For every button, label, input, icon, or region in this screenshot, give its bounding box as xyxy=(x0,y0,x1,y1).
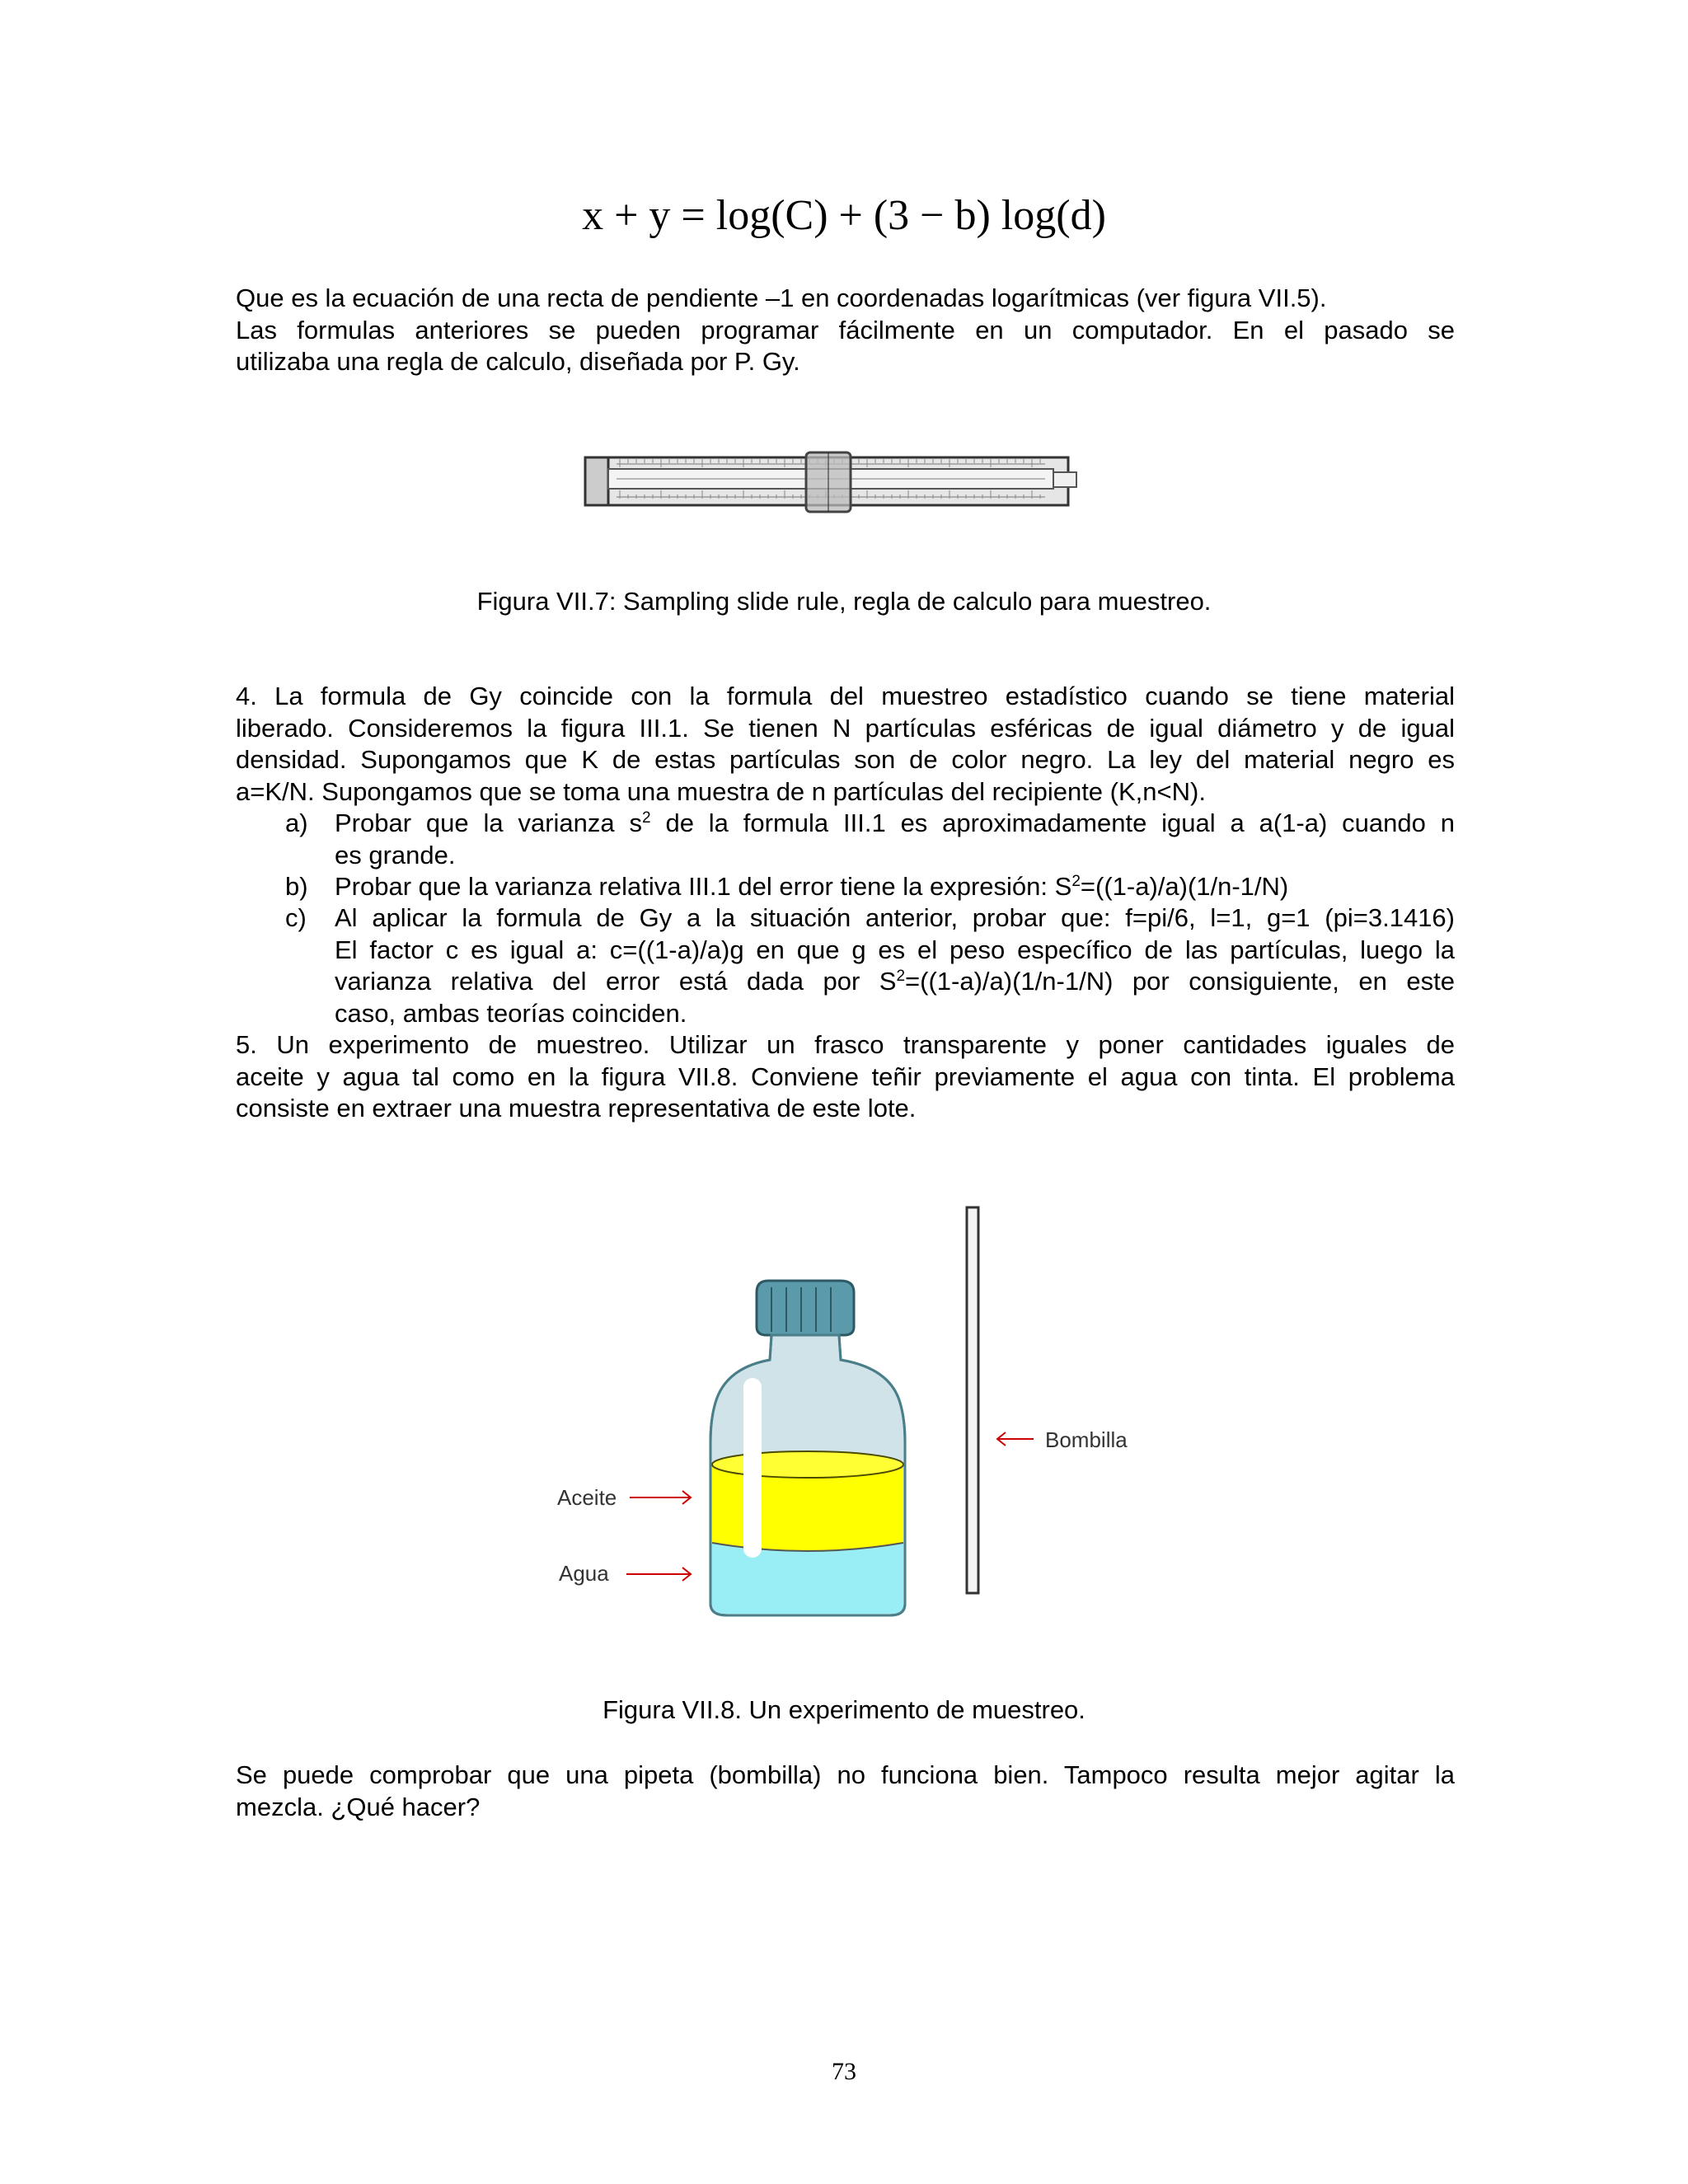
text-line: caso, ambas teorías coinciden. xyxy=(335,998,687,1028)
text-line: aceite y agua tal como en la figura VII.8. Conviene teñir previamente el agua con tinta. El problema xyxy=(236,1062,1455,1091)
paragraph-closing xyxy=(236,1760,1455,1823)
formula: x + y = log(C) + (3 − b) log(d) xyxy=(582,192,1106,239)
list-marker: b) xyxy=(285,872,308,901)
text-line: a=K/N. Supongamos que se toma una muestra de n partículas del recipiente (K,n<N). xyxy=(236,776,1206,806)
text-line: Probar que la varianza relativa III.1 del error tiene la expresión: $S^2=((1-a)/a)(1/n-1/N)$ xyxy=(335,872,1289,901)
paragraph-intro xyxy=(236,283,1455,378)
list-body xyxy=(335,808,1455,871)
bombilla-label: Bombilla xyxy=(1045,1427,1128,1452)
pipette xyxy=(967,1207,978,1593)
text-line: utilizaba una regla de calculo, diseñada por P. Gy. xyxy=(236,347,800,376)
label-agua xyxy=(559,1561,691,1586)
slide-rule-image xyxy=(584,449,1080,515)
glass-highlight xyxy=(743,1378,762,1558)
text-line: mezcla. ¿Qué hacer? xyxy=(236,1792,481,1821)
text-line: consiste en extraer una muestra representativa de este lote. xyxy=(236,1094,917,1122)
label-aceite xyxy=(557,1485,691,1510)
item-5 xyxy=(236,1029,1455,1125)
text-line: Que es la ecuación de una recta de pendiente –1 en coordenadas logarítmicas (ver figura VII.5). xyxy=(236,284,1327,312)
bottle-experiment-figure xyxy=(528,1187,1154,1632)
text-line: densidad. Supongamos que K de estas partículas son de color negro. La ley del material negro es xyxy=(236,745,1455,774)
text-line: El factor c es igual a: c=((1-a)/a)g en que g es el peso específico de las partículas, luego la xyxy=(335,935,1455,964)
aceite-label: Aceite xyxy=(557,1485,617,1510)
list-marker: a) xyxy=(285,808,308,837)
text-line: varianza relativa del error está dada por $S^2=((1-a)/a)(1/n-1/N)$ por consiguiente, en este xyxy=(335,967,1455,996)
text-line: 4. La formula de Gy coincide con la formula del muestreo estadístico cuando se tiene material xyxy=(236,682,1455,710)
text-line: Se puede comprobar que una pipeta (bombilla) no funciona bien. Tampoco resulta mejor agitar la xyxy=(236,1760,1455,1789)
agua-label: Agua xyxy=(559,1561,609,1586)
oil-surface xyxy=(712,1451,903,1478)
list-item-c xyxy=(285,902,1455,1031)
text-line: liberado. Consideremos la figura III.1. Se tienen N partículas esféricas de igual diámetro y de igual xyxy=(236,713,1455,743)
list-item-b xyxy=(285,871,1455,904)
figure-caption: Figura VII.7: Sampling slide rule, regla de calculo para muestreo. xyxy=(476,587,1212,616)
page-number: 73 xyxy=(832,2058,856,2085)
water-layer xyxy=(712,1543,903,1614)
text-line: Probar que la varianza $s^2$ de la formula III.1 es aproximadamente igual a a(1-a) cuando n xyxy=(335,808,1455,837)
list-item-a xyxy=(285,808,1455,872)
text-line: Al aplicar la formula de Gy a la situación anterior, probar que: f=pi/6, l=1, g=1 (pi=3.1416) xyxy=(335,903,1455,932)
item-4 xyxy=(236,681,1455,808)
list-body xyxy=(335,871,1455,903)
figure-caption: Figura VII.8. Un experimento de muestreo. xyxy=(603,1695,1085,1724)
list-marker: c) xyxy=(285,903,307,932)
text-line: es grande. xyxy=(335,840,456,869)
text-line: Las formulas anteriores se pueden programar fácilmente en un computador. En el pasado se xyxy=(236,315,1455,344)
list-body xyxy=(335,902,1455,1029)
label-bombilla xyxy=(997,1427,1128,1452)
text-line: 5. Un experimento de muestreo. Utilizar un frasco transparente y poner cantidades iguales de xyxy=(236,1030,1455,1059)
